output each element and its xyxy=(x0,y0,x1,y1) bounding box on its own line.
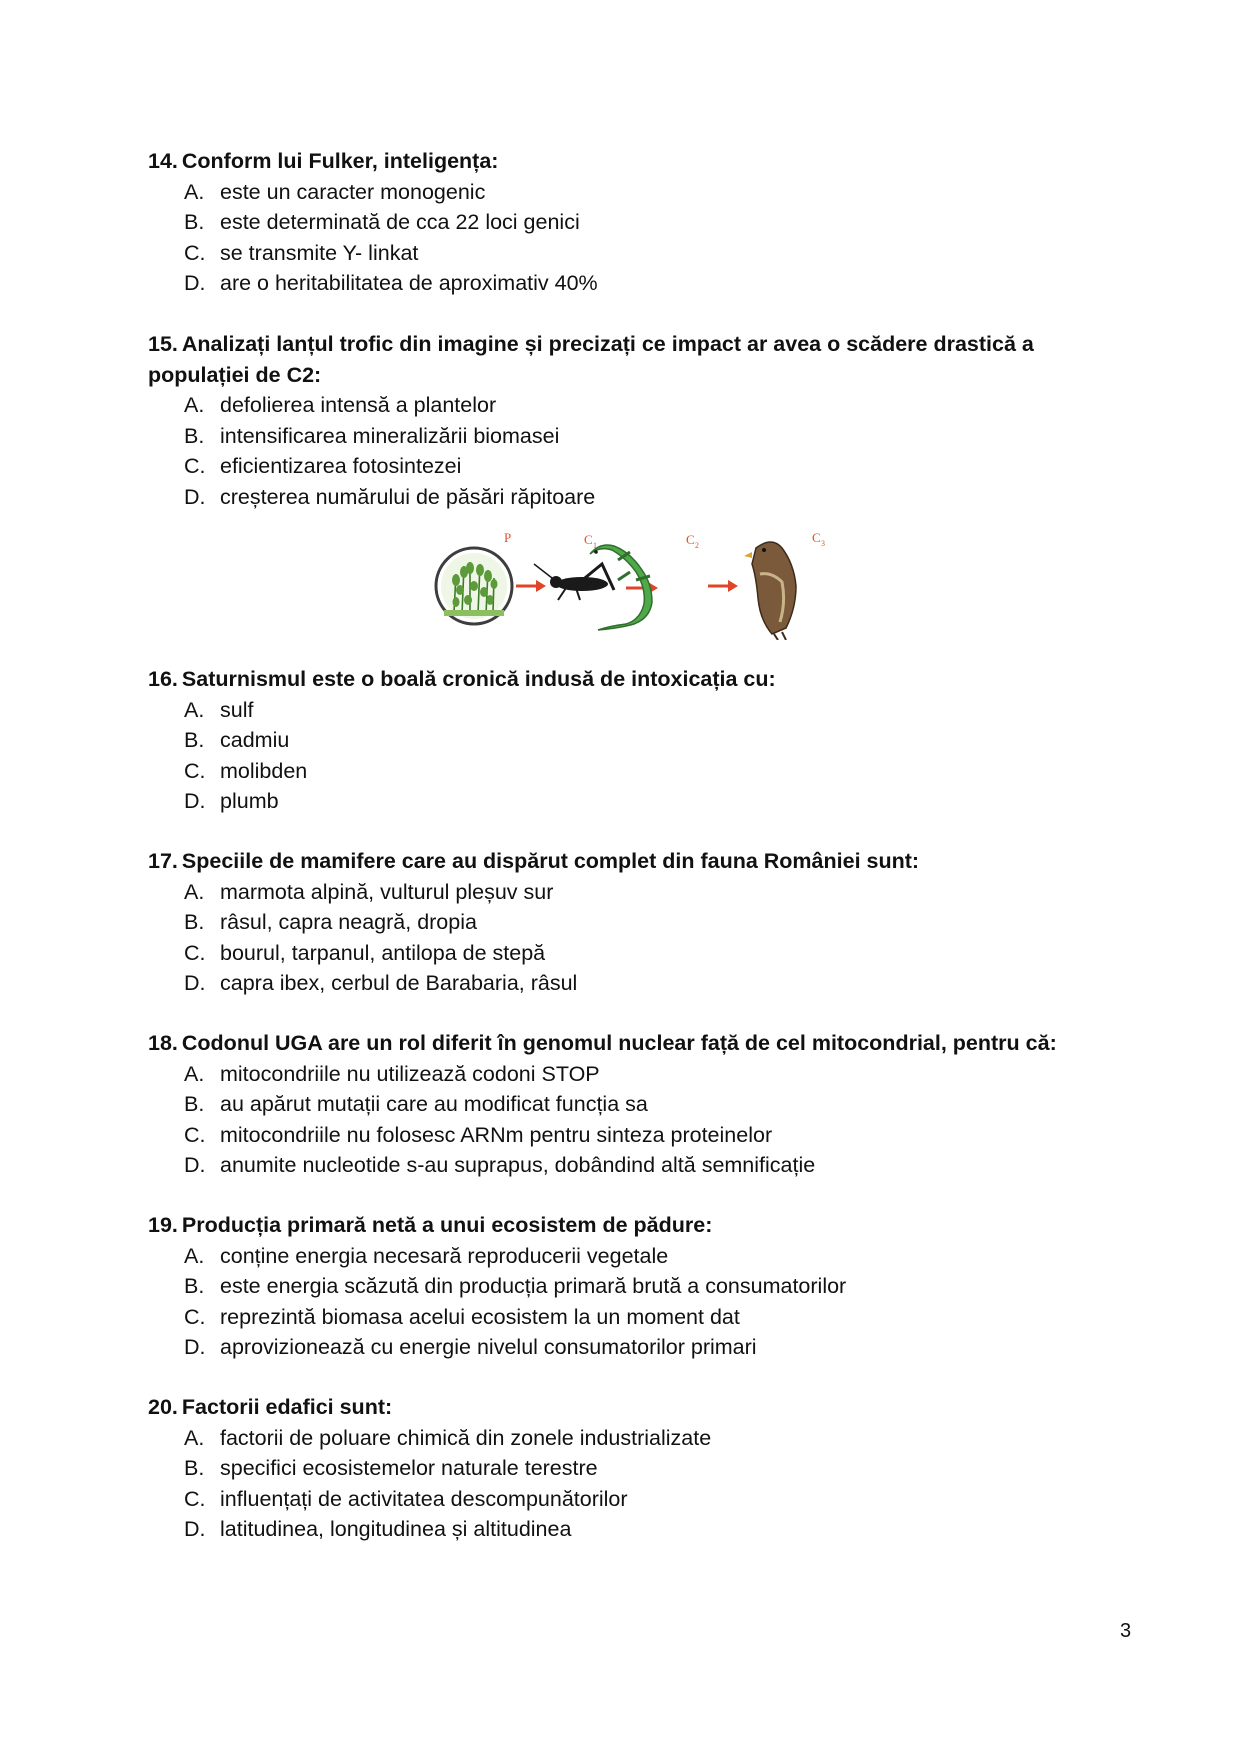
option-a xyxy=(184,390,1138,421)
option-b xyxy=(184,421,1138,452)
question-text: Saturnismul este o boală cronică indusă de intoxicația cu: xyxy=(181,667,776,691)
option-c xyxy=(184,938,1138,969)
option-letter: A. xyxy=(184,179,205,204)
option-letter: B. xyxy=(184,728,205,752)
question-18 xyxy=(148,1028,1138,1181)
option-text: conține energia necesară reproducerii vegetale xyxy=(220,1243,669,1268)
option-letter: C. xyxy=(184,1122,206,1147)
option-text: au apărut mutații care au modificat funcția sa xyxy=(220,1092,648,1116)
option-text: aprovizionează cu energie nivelul consumatorilor primari xyxy=(220,1335,757,1359)
option-c xyxy=(184,238,1138,269)
option-a xyxy=(184,877,1138,908)
option-letter: C. xyxy=(184,454,206,478)
question-title xyxy=(148,146,1138,177)
option-a xyxy=(184,177,1138,208)
option-letter: D. xyxy=(184,484,206,509)
option-text: specifici ecosistemelor naturale terestre xyxy=(220,1456,598,1480)
option-text: creșterea numărului de păsări răpitoare xyxy=(220,484,596,509)
option-d xyxy=(184,786,1138,817)
arrow-icon xyxy=(516,580,546,592)
option-b xyxy=(184,725,1138,756)
question-text: Analizați lanțul trofic din imagine și precizați ce impact ar avea o scădere drastică a populației de C2: xyxy=(148,332,1034,387)
option-text: defolierea intensă a plantelor xyxy=(220,393,497,417)
plant-circle-icon xyxy=(436,548,512,624)
option-letter: D. xyxy=(184,971,206,995)
option-letter: D. xyxy=(184,1517,206,1541)
option-text: capra ibex, cerbul de Barabaria, râsul xyxy=(220,971,578,995)
question-title xyxy=(148,1392,1138,1423)
option-c xyxy=(184,1484,1138,1515)
question-number: 19. xyxy=(148,1213,178,1237)
option-text: mitocondriile nu folosesc ARNm pentru sinteza proteinelor xyxy=(220,1122,773,1147)
option-c xyxy=(184,1302,1138,1333)
question-20 xyxy=(148,1392,1138,1545)
option-text: anumite nucleotide s-au suprapus, dobândind altă semnificație xyxy=(220,1153,816,1177)
question-text: Conform lui Fulker, inteligența: xyxy=(181,149,499,173)
option-letter: D. xyxy=(184,789,206,813)
question-16 xyxy=(148,664,1138,817)
option-letter: A. xyxy=(184,879,205,904)
option-letter: C. xyxy=(184,1304,206,1329)
hawk-icon xyxy=(744,542,796,640)
option-letter: A. xyxy=(184,393,205,417)
option-text: eficientizarea fotosintezei xyxy=(220,454,462,478)
option-c xyxy=(184,756,1138,787)
option-d xyxy=(184,1332,1138,1363)
option-b xyxy=(184,1453,1138,1484)
option-text: latitudinea, longitudinea și altitudinea xyxy=(220,1517,572,1541)
option-letter: A. xyxy=(184,697,205,722)
option-a xyxy=(184,1423,1138,1454)
option-letter: B. xyxy=(184,1274,205,1298)
option-letter: B. xyxy=(184,1092,205,1116)
question-15 xyxy=(148,329,1138,512)
option-letter: C. xyxy=(184,758,206,783)
option-a xyxy=(184,1059,1138,1090)
option-d xyxy=(184,1514,1138,1545)
option-text: sulf xyxy=(220,697,254,722)
label-c3-sub: 3 xyxy=(821,539,825,548)
option-text: este energia scăzută din producția primară brută a consumatorilor xyxy=(220,1274,847,1298)
question-number: 16. xyxy=(148,667,178,691)
option-text: intensificarea mineralizării biomasei xyxy=(220,423,560,448)
option-letter: B. xyxy=(184,1456,205,1480)
option-text: are o heritabilitatea de aproximativ 40% xyxy=(220,271,598,295)
option-text: plumb xyxy=(220,789,279,813)
option-d xyxy=(184,1150,1138,1181)
option-letter: D. xyxy=(184,1153,206,1177)
option-letter: A. xyxy=(184,1061,205,1086)
option-c xyxy=(184,451,1138,482)
food-chain-figure xyxy=(430,524,844,640)
label-c3: C xyxy=(812,530,821,545)
label-c1: C xyxy=(584,532,593,547)
option-text: este determinată de cca 22 loci genici xyxy=(220,210,580,234)
option-text: factorii de poluare chimică din zonele industrializate xyxy=(220,1425,712,1450)
label-p: P xyxy=(504,530,512,545)
option-a xyxy=(184,1241,1138,1272)
question-text: Speciile de mamifere care au dispărut complet din fauna României sunt: xyxy=(181,849,920,873)
question-text: Factorii edafici sunt: xyxy=(181,1395,393,1419)
question-19 xyxy=(148,1210,1138,1363)
question-number: 15. xyxy=(148,332,178,356)
question-14 xyxy=(148,146,1138,299)
option-text: râsul, capra neagră, dropia xyxy=(220,910,477,934)
option-letter: C. xyxy=(184,940,206,965)
option-text: se transmite Y- linkat xyxy=(220,240,419,265)
option-d xyxy=(184,268,1138,299)
option-letter: B. xyxy=(184,210,205,234)
option-letter: A. xyxy=(184,1243,205,1268)
option-letter: B. xyxy=(184,910,205,934)
option-text: influențați de activitatea descompunătorilor xyxy=(220,1486,628,1511)
question-number: 14. xyxy=(148,149,178,173)
question-title xyxy=(148,1210,1138,1241)
question-number: 20. xyxy=(148,1395,178,1419)
question-number: 17. xyxy=(148,849,178,873)
question-17 xyxy=(148,846,1138,999)
option-text: marmota alpină, vulturul pleșuv sur xyxy=(220,879,554,904)
option-b xyxy=(184,207,1138,238)
grasshopper-icon xyxy=(534,564,614,600)
option-text: reprezintă biomasa acelui ecosistem la un moment dat xyxy=(220,1304,740,1329)
question-number: 18. xyxy=(148,1031,178,1055)
option-letter: C. xyxy=(184,240,206,265)
option-b xyxy=(184,1271,1138,1302)
option-a xyxy=(184,695,1138,726)
option-d xyxy=(184,968,1138,999)
option-text: cadmiu xyxy=(220,728,290,752)
option-letter: A. xyxy=(184,1425,205,1450)
option-letter: B. xyxy=(184,423,205,448)
question-text: Producția primară netă a unui ecosistem de pădure: xyxy=(181,1213,713,1237)
arrow-icon xyxy=(708,580,738,592)
question-title xyxy=(148,1028,1138,1059)
label-c2: C xyxy=(686,532,695,547)
option-text: molibden xyxy=(220,758,308,783)
label-c1-sub: 1 xyxy=(593,541,597,550)
option-c xyxy=(184,1120,1138,1151)
option-letter: D. xyxy=(184,1335,206,1359)
option-text: este un caracter monogenic xyxy=(220,179,486,204)
label-c2-sub: 2 xyxy=(695,541,699,550)
option-letter: D. xyxy=(184,271,206,295)
question-title xyxy=(148,664,1138,695)
option-text: bourul, tarpanul, antilopa de stepă xyxy=(220,940,546,965)
page-number: 3 xyxy=(1120,1620,1132,1642)
option-b xyxy=(184,1089,1138,1120)
option-b xyxy=(184,907,1138,938)
question-text: Codonul UGA are un rol diferit în genomul nuclear față de cel mitocondrial, pentru că: xyxy=(181,1031,1057,1055)
option-text: mitocondriile nu utilizează codoni STOP xyxy=(220,1061,600,1086)
question-title xyxy=(148,329,1138,390)
option-letter: C. xyxy=(184,1486,206,1511)
question-title xyxy=(148,846,1138,877)
option-d xyxy=(184,482,1138,513)
